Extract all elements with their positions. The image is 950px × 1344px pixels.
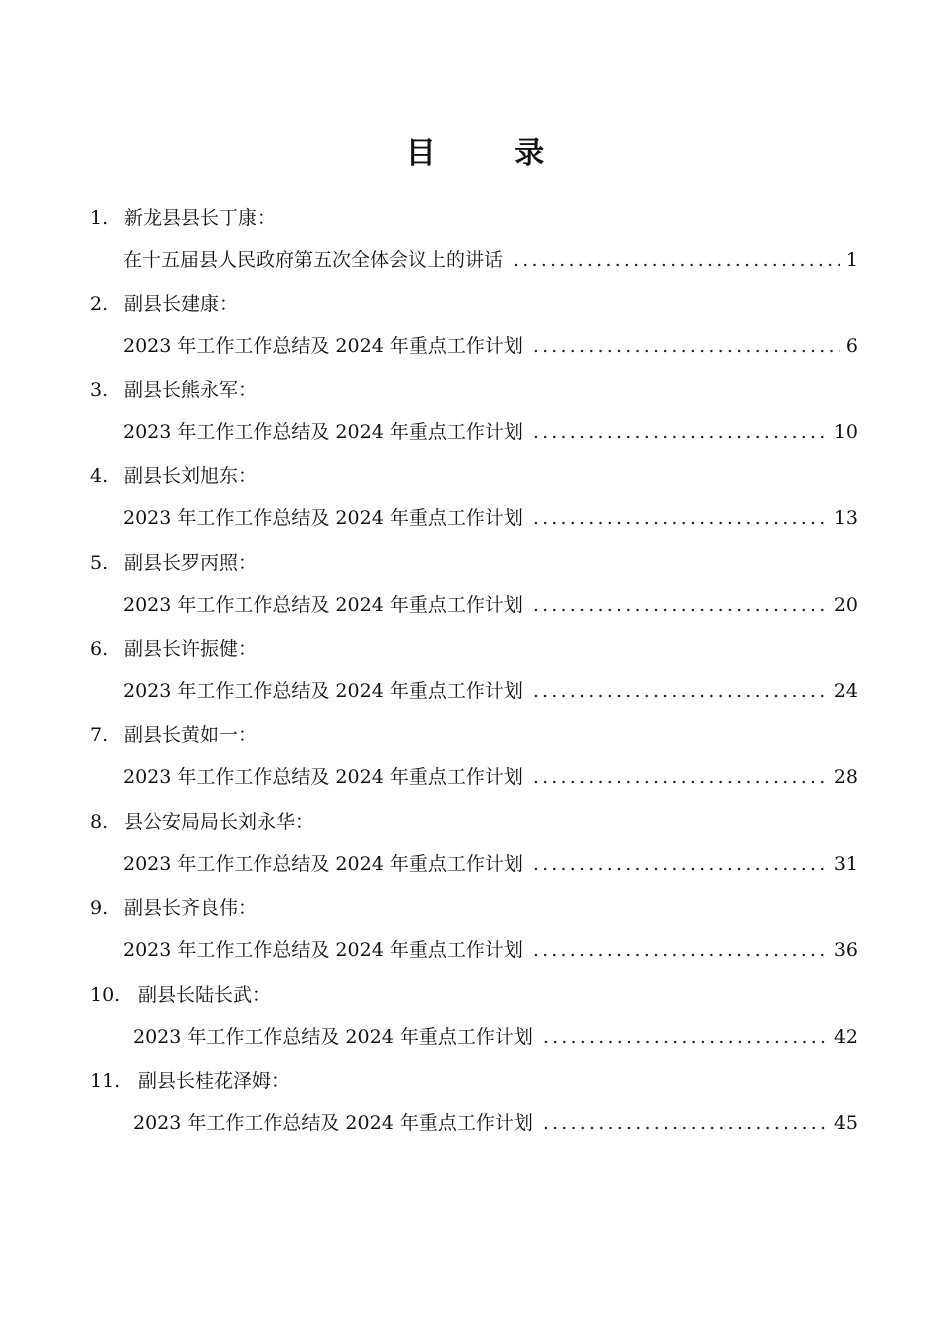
entry-link[interactable]: [123, 763, 858, 791]
entry-title: 2023 年工作工作总结及 2024 年重点工作计划: [123, 594, 523, 616]
dot-leader: [533, 591, 828, 619]
entry-number: 8.: [90, 811, 109, 833]
entry-number: 4.: [90, 465, 109, 487]
entry-speaker: 副县长刘旭东：: [124, 465, 258, 487]
dot-leader: [533, 936, 828, 964]
entry-link[interactable]: [123, 850, 858, 878]
entry-title: 2023 年工作工作总结及 2024 年重点工作计划: [123, 939, 523, 961]
entry-page-number: 6: [845, 335, 858, 357]
entry-number: 10.: [90, 984, 121, 1006]
entry-link[interactable]: [123, 332, 858, 360]
entry-title: 2023 年工作工作总结及 2024 年重点工作计划: [133, 1026, 533, 1048]
entry-page-number: 45: [833, 1112, 858, 1134]
entry-link[interactable]: [133, 1109, 858, 1137]
entry-link[interactable]: [123, 418, 858, 446]
entry-speaker: 副县长齐良伟：: [124, 897, 258, 919]
dot-leader: [533, 504, 828, 532]
entry-link[interactable]: [123, 591, 858, 619]
entry-link[interactable]: [133, 1023, 858, 1051]
entry-number: 3.: [90, 379, 109, 401]
entry-number: 6.: [90, 638, 109, 660]
entry-page-number: 28: [833, 766, 858, 788]
entry-title: 2023 年工作工作总结及 2024 年重点工作计划: [123, 766, 523, 788]
entry-number: 5.: [90, 552, 109, 574]
entry-title: 2023 年工作工作总结及 2024 年重点工作计划: [123, 680, 523, 702]
entry-page-number: 24: [833, 680, 858, 702]
entry-title: 2023 年工作工作总结及 2024 年重点工作计划: [123, 421, 523, 443]
entry-title: 在十五届县人民政府第五次全体会议上的讲话: [123, 249, 504, 271]
entry-title: 2023 年工作工作总结及 2024 年重点工作计划: [123, 335, 523, 357]
entry-speaker: 副县长许振健：: [124, 638, 258, 660]
entry-page-number: 20: [833, 594, 858, 616]
entry-page-number: 1: [845, 249, 858, 271]
entry-number: 2.: [90, 293, 109, 315]
dot-leader: [533, 850, 828, 878]
entry-title: 2023 年工作工作总结及 2024 年重点工作计划: [123, 853, 523, 875]
entry-number: 1.: [90, 207, 109, 229]
entry-title: 2023 年工作工作总结及 2024 年重点工作计划: [133, 1112, 533, 1134]
dot-leader: [533, 332, 840, 360]
entry-link[interactable]: [123, 936, 858, 964]
entry-number: 7.: [90, 724, 109, 746]
entry-speaker: 副县长桂花泽姆：: [138, 1070, 291, 1092]
dot-leader: [533, 677, 828, 705]
entry-speaker: 副县长黄如一：: [124, 724, 258, 746]
entry-link[interactable]: [123, 677, 858, 705]
entry-speaker: 副县长建康：: [124, 293, 239, 315]
entry-title: 2023 年工作工作总结及 2024 年重点工作计划: [123, 507, 523, 529]
entry-page-number: 42: [833, 1026, 858, 1048]
entry-page-number: 36: [833, 939, 858, 961]
entry-link[interactable]: [123, 246, 858, 274]
entry-page-number: 31: [833, 853, 858, 875]
entry-link[interactable]: [123, 504, 858, 532]
dot-leader: [533, 418, 828, 446]
entry-speaker: 县公安局局长刘永华：: [124, 811, 315, 833]
dot-leader: [543, 1109, 828, 1137]
entry-speaker: 副县长熊永军：: [124, 379, 258, 401]
dot-leader: [533, 763, 828, 791]
dot-leader: [513, 246, 840, 274]
entry-number: 11.: [90, 1070, 121, 1092]
entry-page-number: 10: [833, 421, 858, 443]
entry-page-number: 13: [833, 507, 858, 529]
entry-speaker: 副县长陆长武：: [138, 984, 272, 1006]
entry-speaker: 副县长罗丙照：: [124, 552, 258, 574]
toc-title: 目 录: [405, 136, 579, 171]
dot-leader: [543, 1023, 828, 1051]
entry-number: 9.: [90, 897, 109, 919]
entry-speaker: 新龙县县长丁康：: [124, 207, 277, 229]
